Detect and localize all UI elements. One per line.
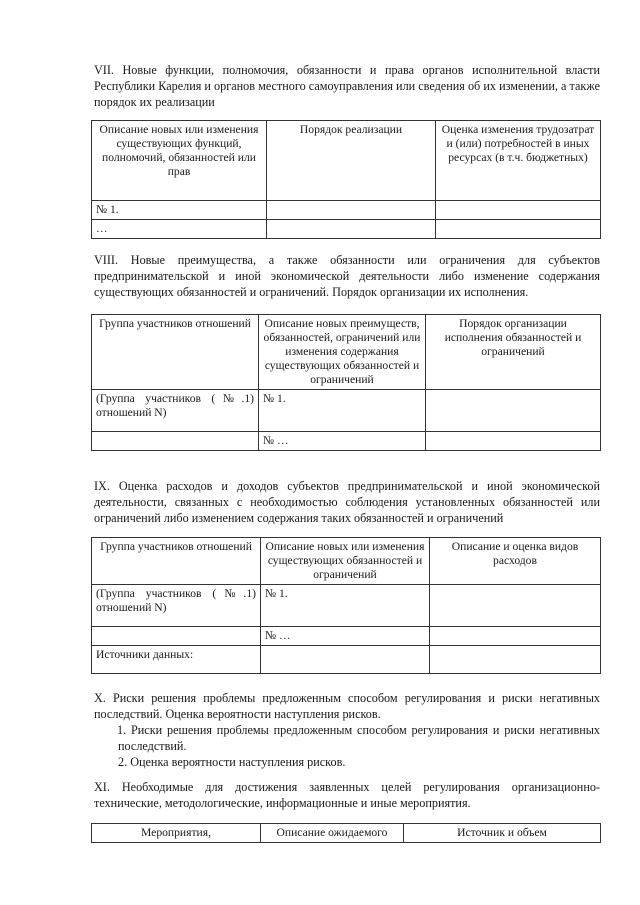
section-7-heading: VII. Новые функции, полномочия, обязанности и права органов исполнительной власти Республики Карелия и органов местного самоуправления или сведения об их изменении, а также порядок их реализации [94, 63, 600, 109]
table-cell: Источники данных: [92, 646, 261, 674]
table-row [92, 220, 601, 239]
table-header-cell: Описание новых или изменения существующих обязанностей и ограничений [261, 538, 430, 585]
table-cell: № 1. [259, 390, 426, 432]
section-10-heading: X. Риски решения проблемы предложенным способом регулирования и риски негативных последствий. Оценка вероятности наступления рисков. [94, 691, 600, 721]
table-header-row [92, 824, 601, 843]
table-cell [436, 220, 601, 239]
table-cell: № … [261, 627, 430, 646]
section-8-heading: VIII. Новые преимущества, а также обязанности или ограничения для субъектов предпринимательской и иной экономической деятельности либо изменение содержания существующих обязанностей и ограничений. Порядок организации их исполнения. [94, 253, 600, 299]
section-7-table [91, 120, 601, 239]
table-header-cell: Группа участников отношений [92, 538, 261, 585]
table-row [92, 390, 601, 432]
table-cell [426, 390, 601, 432]
table-cell [430, 627, 601, 646]
table-row [92, 585, 601, 627]
section-11-heading: XI. Необходимые для достижения заявленных целей регулирования организационно-технические, методологические, информационные и иные мероприятия. [94, 780, 600, 810]
table-header-row [92, 121, 601, 201]
section-9-heading: IX. Оценка расходов и доходов субъектов предпринимательской и иной экономической деятельности, связанных с необходимостью соблюдения установленных обязанностей или ограничений либо изменением содержания таких обязанностей и ограничений [94, 479, 600, 525]
section-9-table [91, 537, 601, 674]
table-header-cell: Мероприятия, [92, 824, 261, 843]
table-cell: № 1. [92, 201, 267, 220]
table-header-cell: Источник и объем [404, 824, 601, 843]
table-header-cell: Описание новых преимуществ, обязанностей, ограничений или изменения содержания существующих обязанностей и ограничений [259, 315, 426, 390]
table-header-cell: Описание новых или изменения существующих функций, полномочий, обязанностей или прав [92, 121, 267, 201]
table-cell: (Группа участников (№.1) отношений N) [92, 585, 261, 627]
table-row [92, 646, 601, 674]
table-cell [267, 220, 436, 239]
table-cell [267, 201, 436, 220]
table-header-cell: Оценка изменения трудозатрат и (или) потребностей в иных ресурсах (в т.ч. бюджетных) [436, 121, 601, 201]
section-11-table [91, 823, 601, 843]
table-header-row [92, 315, 601, 390]
table-row [92, 627, 601, 646]
table-header-cell: Описание и оценка видов расходов [430, 538, 601, 585]
table-cell [430, 585, 601, 627]
table-cell: № … [259, 432, 426, 451]
table-header-cell: Описание ожидаемого [261, 824, 404, 843]
table-row [92, 432, 601, 451]
table-cell [436, 201, 601, 220]
section-10-item-2: 2. Оценка вероятности наступления рисков. [118, 755, 346, 769]
table-header-cell: Порядок организации исполнения обязанностей и ограничений [426, 315, 601, 390]
table-header-cell: Группа участников отношений [92, 315, 259, 390]
table-cell [426, 432, 601, 451]
table-cell: (Группа участников (№.1) отношений N) [92, 390, 259, 432]
table-cell: … [92, 220, 267, 239]
table-cell [261, 646, 430, 674]
table-cell: № 1. [261, 585, 430, 627]
table-cell [430, 646, 601, 674]
section-10-item-1: 1. Риски решения проблемы предложенным способом регулирования и риски негативных последствий. [117, 723, 600, 753]
section-8-table [91, 314, 601, 451]
table-header-cell: Порядок реализации [267, 121, 436, 201]
table-header-row [92, 538, 601, 585]
table-row [92, 201, 601, 220]
table-cell [92, 627, 261, 646]
table-cell [92, 432, 259, 451]
